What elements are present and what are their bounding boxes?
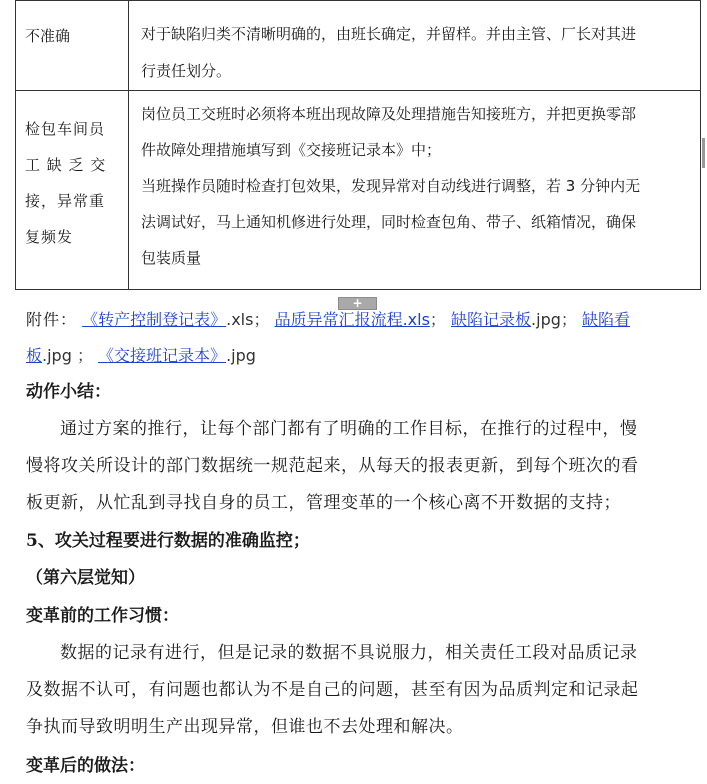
scroll-marker (702, 138, 705, 168)
attachment-link-defect-view-board[interactable]: 板 (26, 346, 43, 365)
measures-table (15, 0, 701, 290)
text-line: 数据的记录有进行，但是记录的数据不具说服力，相关责任工段对品质记录 (60, 643, 638, 663)
content-line: 包装质量 (141, 249, 202, 267)
attachment-ext: ； (429, 310, 446, 329)
after-heading: 变革后的做法： (26, 756, 145, 776)
attachment-link-changeover-log[interactable]: 《转产控制登记表》 (82, 310, 227, 329)
text-line: 争执而导致明明生产出现异常，但谁也不去处理和解决。 (26, 717, 464, 737)
item5-heading: 5、攻关过程要进行数据的准确监控； (26, 531, 310, 551)
attachment-ext: .jpg ； (42, 346, 93, 365)
text-line: 慢将攻关所设计的部门数据统一规范起来，从每天的报表更新，到每个班次的看 (26, 456, 639, 476)
table-row-content (129, 1, 701, 91)
before-paragraph (26, 635, 690, 746)
text-line: 及数据不认可，有问题也都认为不是自己的问题，甚至有因为品质判定和记录起 (26, 680, 639, 700)
text-line: 板更新，从忙乱到寻找自身的员工，管理变革的一个核心离不开数据的支持； (26, 493, 621, 513)
attachment-ext: .jpg； (531, 310, 577, 329)
content-line: 法调试好，马上通知机修进行处理，同时检查包角、带子、纸箱情况，确保 (141, 213, 637, 231)
label-line: 不准确 (25, 27, 71, 45)
before-heading: 变革前的工作习惯： (26, 606, 179, 626)
label-line: 检包车间员 (25, 120, 106, 138)
content-line: 当班操作员随时检查打包效果，发现异常对自动线进行调整，若 3 分钟内无 (141, 177, 641, 195)
label-line: 工 缺 乏 交 (25, 156, 107, 174)
attachments-label: 附件： (26, 310, 78, 329)
attachments-paragraph (26, 302, 690, 374)
table-add-row-handle[interactable]: + (338, 297, 377, 310)
summary-paragraph (26, 411, 690, 522)
table-row (16, 91, 701, 290)
table-row-content (129, 91, 701, 290)
attachment-ext: .jpg (226, 346, 256, 365)
attachment-link-defect-board[interactable]: 缺陷记录板 (451, 310, 532, 329)
level-heading: （第六层觉知） (26, 568, 145, 588)
attachment-link-defect-view-board[interactable]: 缺陷看 (581, 310, 630, 329)
content-line: 岗位员工交班时必须将本班出现故障及处理措施告知接班方，并把更换零部 (141, 105, 637, 123)
attachment-link-quality-report-flow[interactable]: 品质异常汇报流程.xls (274, 310, 430, 329)
table-row (16, 1, 701, 91)
table-row-label (16, 91, 129, 290)
table-row-label (16, 1, 129, 91)
content-line: 件故障处理措施填写到《交接班记录本》中； (141, 141, 442, 159)
summary-heading: 动作小结： (26, 382, 111, 402)
text-line: 通过方案的推行，让每个部门都有了明确的工作目标，在推行的过程中，慢 (60, 419, 638, 439)
label-line: 接，异常重 (25, 192, 106, 210)
content-line: 行责任划分。 (141, 62, 232, 80)
attachment-link-shift-handover-log[interactable]: 《交接班记录本》 (98, 346, 227, 365)
attachment-ext: .xls； (226, 310, 270, 329)
content-line: 对于缺陷归类不清晰明确的，由班长确定，并留样。并由主管、厂长对其进 (141, 25, 637, 43)
label-line: 复频发 (25, 228, 74, 246)
